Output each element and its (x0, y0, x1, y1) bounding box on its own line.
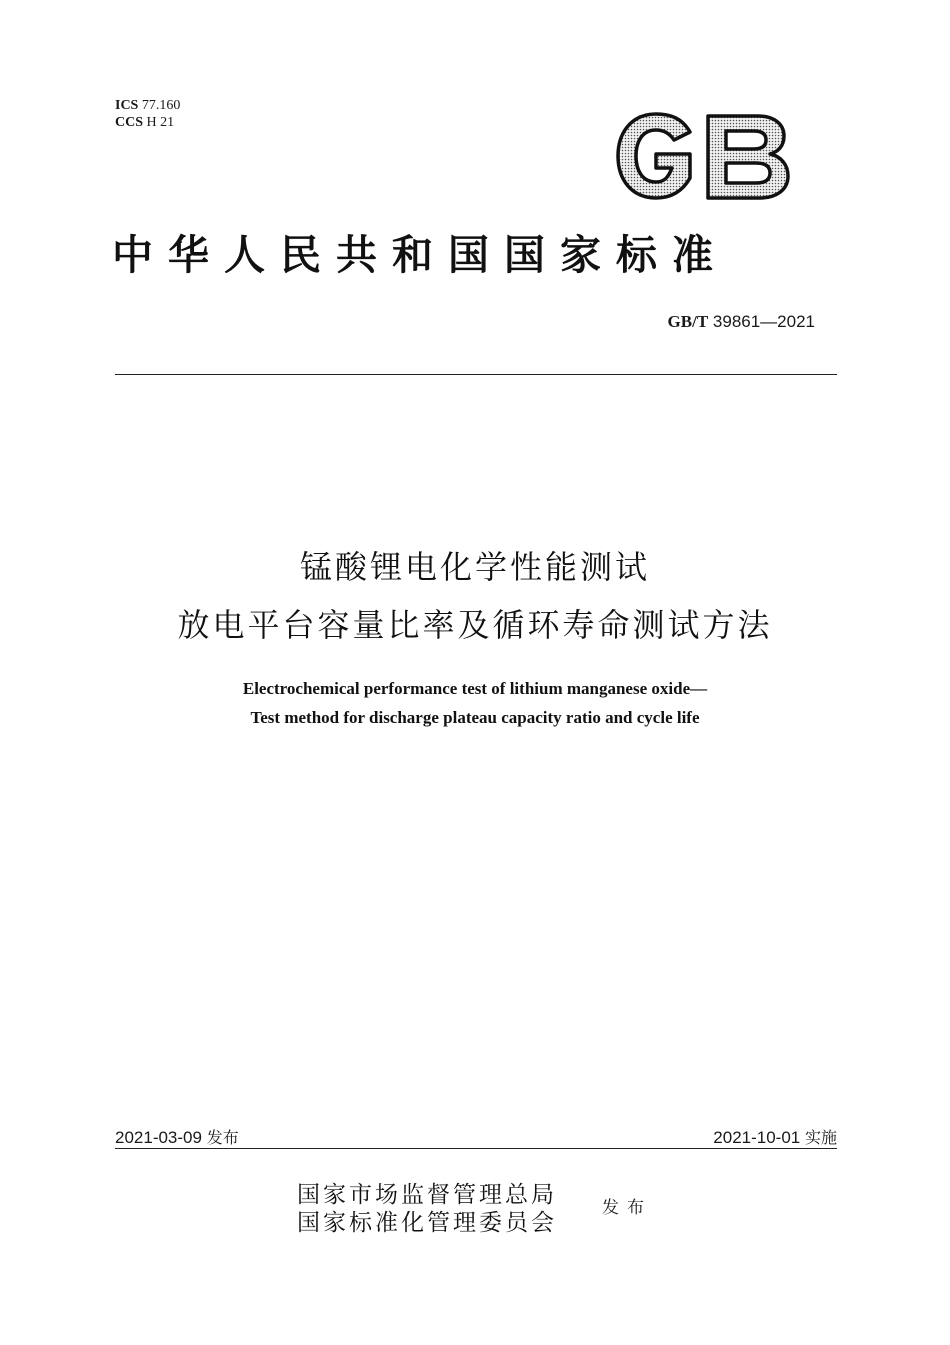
ccs-line (115, 114, 180, 131)
issue-date: 2021-03-09 (115, 1128, 202, 1147)
implementation-date-block (713, 1125, 837, 1148)
implementation-label: 实施 (804, 1128, 837, 1147)
ccs-label: CCS (115, 115, 144, 130)
issue-label: 发布 (206, 1128, 239, 1147)
national-standard-title: 中华人民共和国国家标准 (112, 231, 728, 279)
gb-logo-icon (612, 110, 792, 202)
ics-value: 77.160 (141, 98, 181, 113)
chinese-title-line-2: 放电平台容量比率及循环寿命测试方法 (177, 606, 773, 644)
issuer-sac: 国家标准化管理委员会 (297, 1210, 557, 1236)
issue-date-block (115, 1125, 239, 1148)
chinese-title-line-1: 锰酸锂电化学性能测试 (299, 548, 650, 586)
implementation-date: 2021-10-01 (713, 1128, 801, 1147)
classification-block (115, 97, 180, 131)
english-title-line-1: Electrochemical performance test of lithium manganese oxide— (242, 679, 708, 698)
ics-line (115, 97, 180, 114)
publish-label: 发布 (602, 1198, 652, 1218)
english-title-line-2: Test method for discharge plateau capacity ratio and cycle life (250, 708, 700, 727)
standard-prefix: GB/T (667, 312, 709, 331)
ics-label: ICS (115, 98, 139, 113)
top-divider (115, 374, 837, 375)
bottom-divider (115, 1148, 837, 1149)
issuer-samr: 国家市场监督管理总局 (297, 1182, 557, 1208)
standard-number-value: 39861—2021 (712, 312, 815, 331)
ccs-value: H 21 (146, 115, 175, 130)
standard-number (668, 312, 815, 332)
